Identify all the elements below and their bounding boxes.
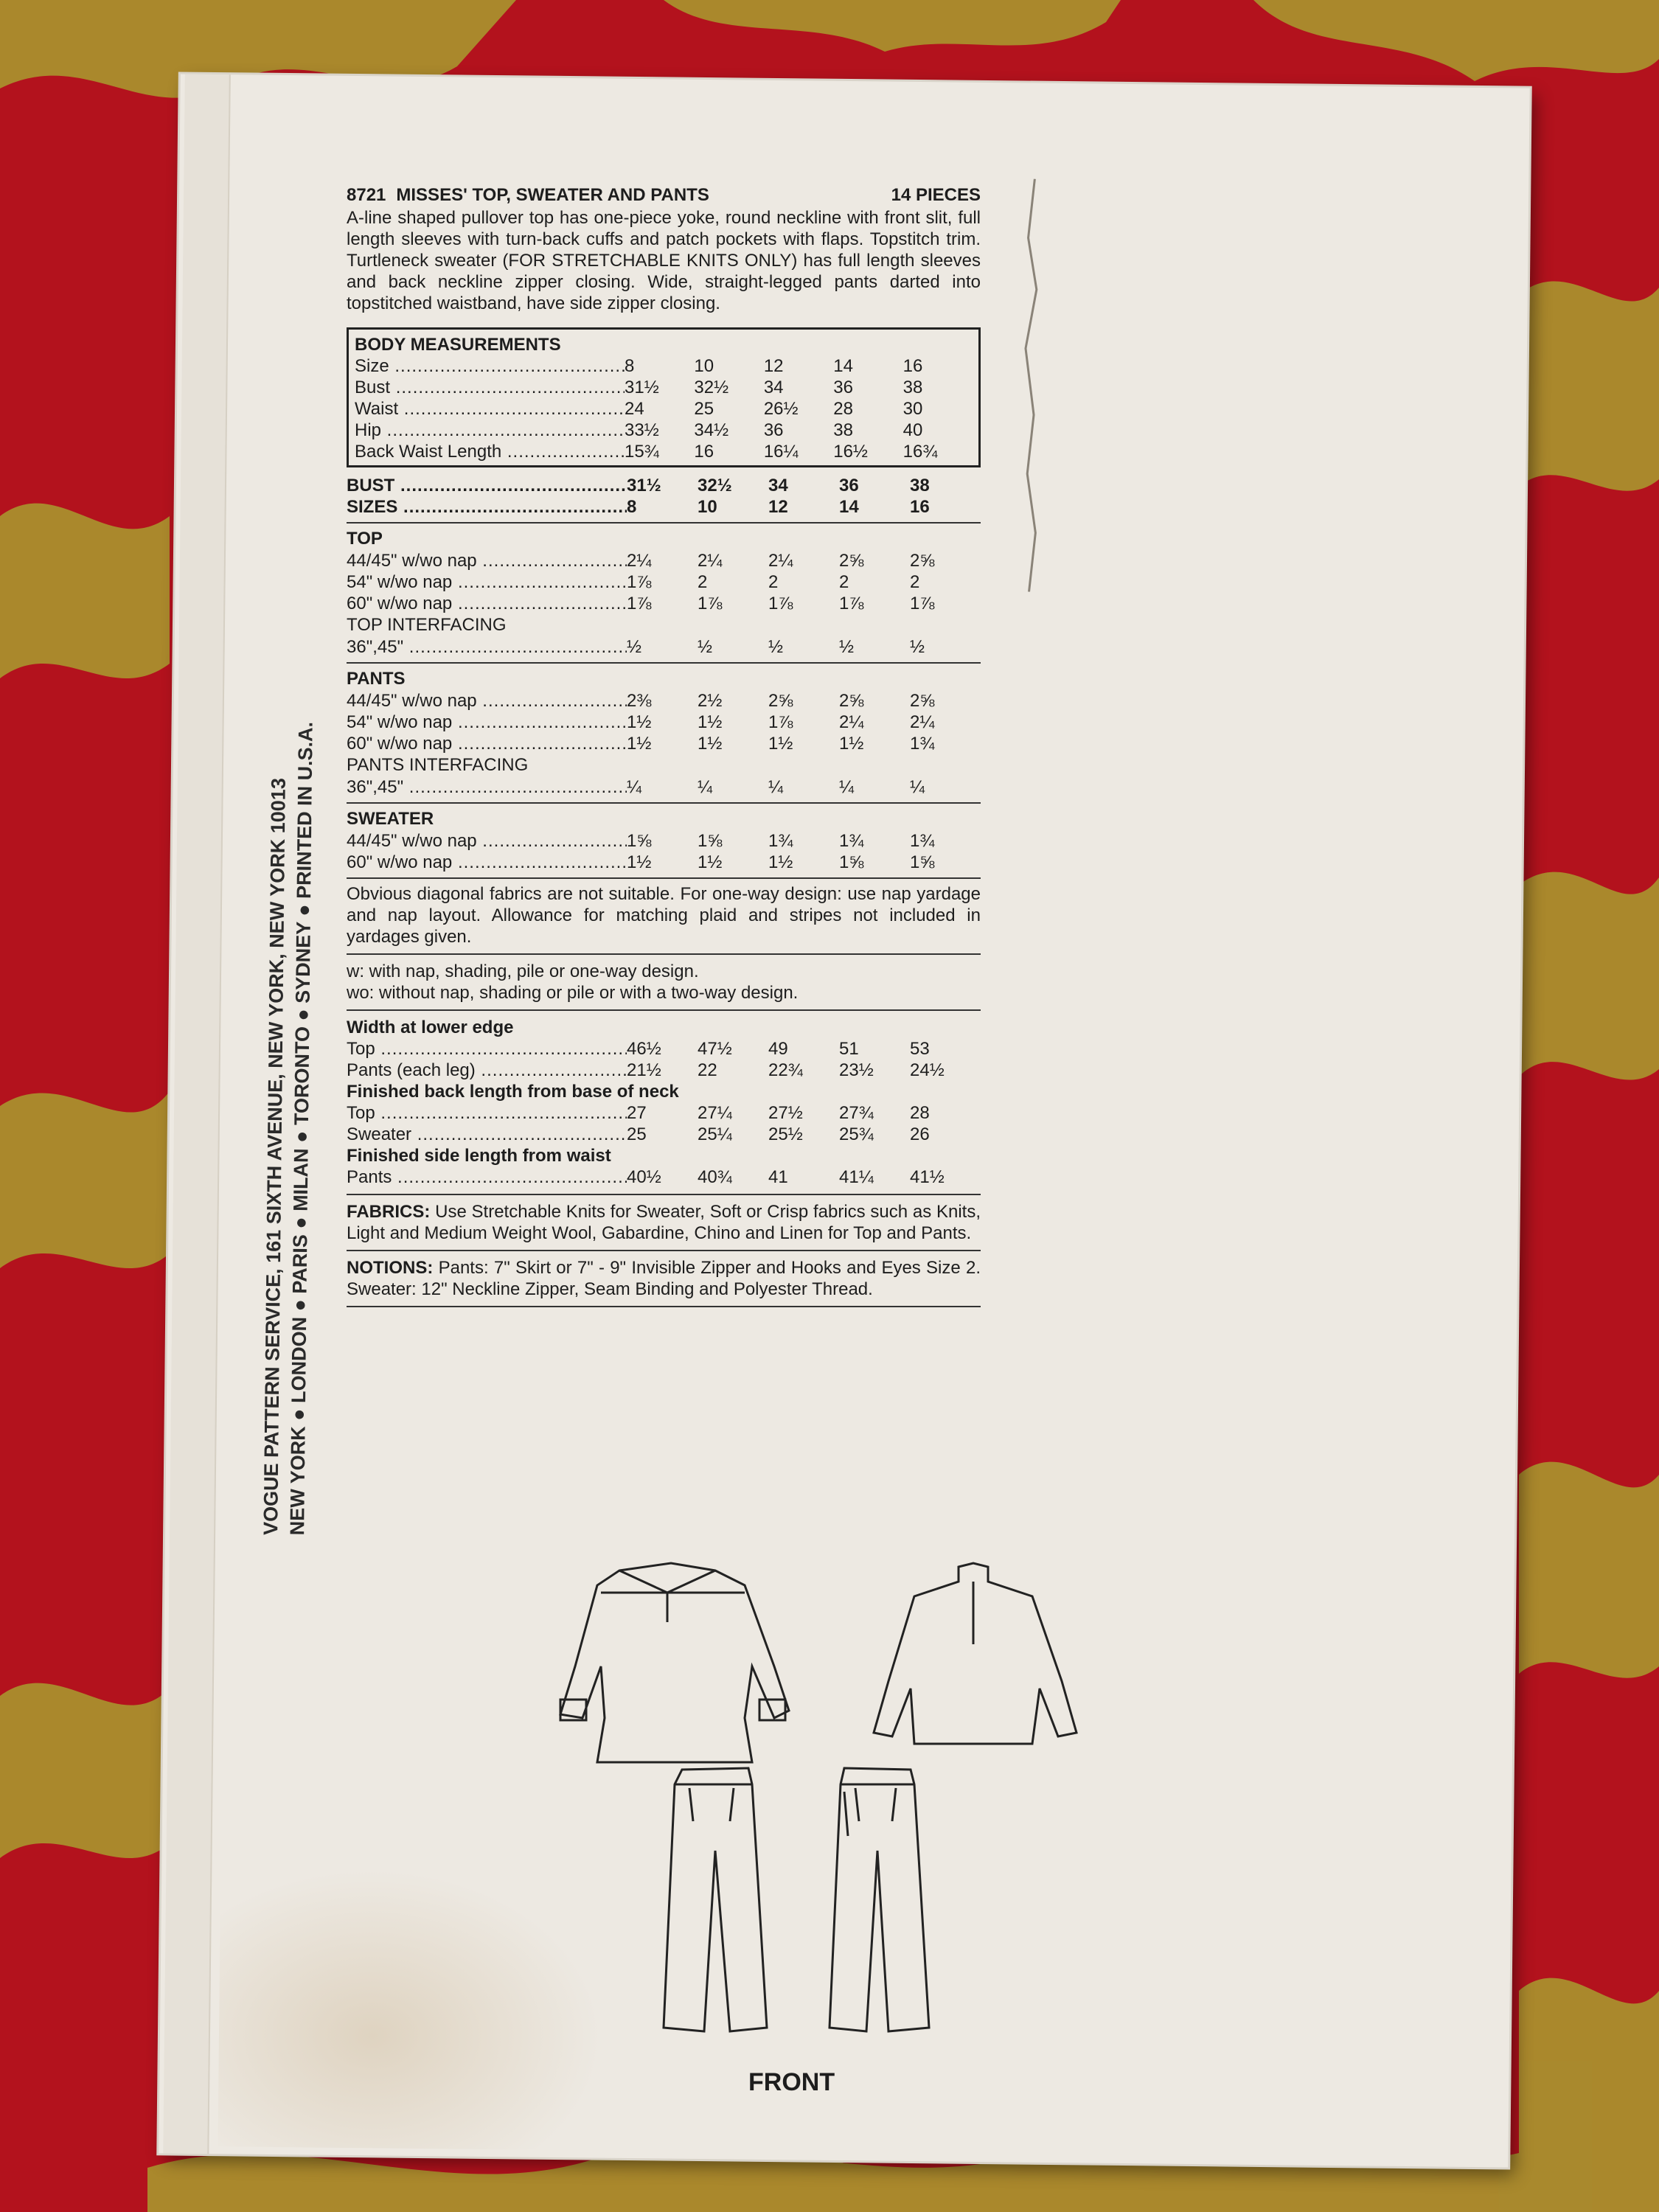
size-value: 2⅝ xyxy=(910,691,935,711)
width-lower-edge-rows xyxy=(347,1038,981,1081)
pants-interfacing-values xyxy=(627,776,981,798)
size-value: 1⅝ xyxy=(910,852,935,872)
body-measurements-rows xyxy=(355,355,973,462)
size-value: 1½ xyxy=(627,712,652,732)
value-row xyxy=(355,355,973,377)
size-value: 2 xyxy=(839,572,849,592)
size-value: 36 xyxy=(763,420,784,440)
bust-label: BUST ..... xyxy=(347,475,627,496)
row-label: 44/45" w/wo nap ..... xyxy=(347,690,627,712)
value-row xyxy=(347,1060,981,1081)
pants-rows xyxy=(347,690,981,754)
row-values xyxy=(625,420,973,441)
size-value: 49 xyxy=(768,1039,788,1059)
top-interfacing-title: TOP INTERFACING xyxy=(347,615,507,635)
size-value: 1½ xyxy=(698,712,723,732)
size-value: 1½ xyxy=(768,852,793,872)
size-value: 53 xyxy=(910,1039,930,1059)
value-row xyxy=(347,733,981,754)
row-values xyxy=(625,377,973,398)
width-lower-edge-title: Width at lower edge xyxy=(347,1018,514,1037)
size-value: ¼ xyxy=(768,777,784,797)
row-values xyxy=(627,1102,981,1124)
value-row xyxy=(347,593,981,614)
size-value: 1⅞ xyxy=(839,594,864,613)
sweater-back-drawing xyxy=(874,1563,1077,1744)
size-value: 40 xyxy=(902,420,923,440)
size-value: 1½ xyxy=(698,852,723,872)
size-value: 12 xyxy=(763,356,784,376)
row-values xyxy=(627,690,981,712)
size-value: 36 xyxy=(839,476,859,495)
size-value: 14 xyxy=(833,356,853,376)
size-value: ¼ xyxy=(698,777,713,797)
size-value: 1⅝ xyxy=(839,852,864,872)
row-label: Back Waist Length ..... xyxy=(355,441,625,462)
size-value: ½ xyxy=(910,637,925,657)
bust-row xyxy=(347,475,981,496)
size-value: 22 xyxy=(698,1060,717,1080)
row-label: 54" w/wo nap ..... xyxy=(347,571,627,593)
size-value: 25 xyxy=(694,399,714,419)
size-value: 40½ xyxy=(627,1167,661,1187)
size-value: 26½ xyxy=(763,399,799,419)
row-label: 44/45" w/wo nap ..... xyxy=(347,550,627,571)
bust-sizes-block xyxy=(347,475,981,518)
size-value: 41¼ xyxy=(839,1167,874,1187)
size-value: 27¼ xyxy=(698,1103,732,1123)
pants-interfacing-title: PANTS INTERFACING xyxy=(347,755,529,775)
pants-interfacing-label: 36",45" ..... xyxy=(347,776,627,798)
fabrics-info xyxy=(347,1201,981,1244)
size-value: 2¼ xyxy=(627,551,652,571)
pants-front-drawing xyxy=(664,1768,767,2031)
top-title: TOP xyxy=(347,529,383,549)
divider xyxy=(347,877,981,879)
size-value: 25¾ xyxy=(839,1124,874,1144)
size-value: ½ xyxy=(839,637,855,657)
top-rows xyxy=(347,550,981,614)
nap-legend-wo: wo: without nap, shading or pile or with a two-way design. xyxy=(347,983,799,1003)
pattern-info xyxy=(347,184,981,1313)
size-value: 24½ xyxy=(910,1060,945,1080)
value-row xyxy=(347,830,981,852)
value-row xyxy=(347,1038,981,1060)
size-value: 1⅝ xyxy=(698,831,723,851)
pattern-header xyxy=(347,184,981,206)
pattern-description: A-line shaped pullover top has one-piece yoke, round neckline with front slit, full length sleeves with turn-back cuffs and patch pockets with flaps. Topstitch trim. Turtleneck sweater (FOR STRETCHABLE KNITS ONLY) has full length sleeves and back neckline zipper closing. Wide, straight-legged pants darted into topstitched waistband, have side zipper closing. xyxy=(347,208,981,313)
size-value: 23½ xyxy=(839,1060,874,1080)
top-section xyxy=(347,528,981,658)
row-values xyxy=(627,550,981,571)
value-row xyxy=(347,1102,981,1124)
size-value: 16 xyxy=(694,442,714,462)
size-value: 1¾ xyxy=(768,831,793,851)
row-label: Size ..... xyxy=(355,355,625,377)
row-values xyxy=(625,441,973,462)
divider xyxy=(347,1250,981,1251)
back-length-title: Finished back length from base of neck xyxy=(347,1082,679,1102)
size-value: 8 xyxy=(627,497,637,517)
row-label: Waist ..... xyxy=(355,398,625,420)
size-value: 2½ xyxy=(698,691,723,711)
row-label: Top ..... xyxy=(347,1102,627,1124)
row-label: Pants (each leg) ..... xyxy=(347,1060,627,1081)
value-row xyxy=(347,550,981,571)
row-label: 60" w/wo nap ..... xyxy=(347,852,627,873)
sizes-row xyxy=(347,496,981,518)
row-values xyxy=(627,852,981,873)
size-value: 2⅝ xyxy=(768,691,793,711)
size-value: 1⅞ xyxy=(698,594,723,613)
value-row xyxy=(347,712,981,733)
size-value: 1¾ xyxy=(839,831,864,851)
size-value: 47½ xyxy=(698,1039,732,1059)
row-label: Top ..... xyxy=(347,1038,627,1060)
size-value: 1⅞ xyxy=(627,594,652,613)
back-length-rows xyxy=(347,1102,981,1145)
size-value: 10 xyxy=(694,356,714,376)
size-value: ½ xyxy=(698,637,713,657)
row-values xyxy=(627,593,981,614)
size-value: ¼ xyxy=(627,777,642,797)
size-value: 28 xyxy=(910,1103,930,1123)
row-label: 60" w/wo nap ..... xyxy=(347,733,627,754)
top-interfacing-row xyxy=(347,636,981,658)
pattern-pieces: 14 PIECES xyxy=(891,185,981,205)
size-value: 2⅝ xyxy=(839,551,864,571)
value-row xyxy=(355,398,973,420)
size-value: 24 xyxy=(625,399,644,419)
size-value: 10 xyxy=(698,497,717,517)
size-value: 31½ xyxy=(627,476,661,495)
row-label: Bust ..... xyxy=(355,377,625,398)
size-value: 27 xyxy=(627,1103,647,1123)
fabric-note: Obvious diagonal fabrics are not suitable. For one-way design: use nap yardage and nap layout. Allowance for matching plaid and stripes not included in yardages given. xyxy=(347,884,981,947)
size-value: 38 xyxy=(910,476,930,495)
size-value: 1½ xyxy=(698,734,723,754)
paper-tear xyxy=(1016,178,1050,591)
size-value: 40¾ xyxy=(698,1167,732,1187)
sizes-values xyxy=(627,496,981,518)
size-value: 16¼ xyxy=(763,442,799,462)
row-values xyxy=(627,1124,981,1145)
value-row xyxy=(355,420,973,441)
divider xyxy=(347,662,981,664)
row-values xyxy=(627,733,981,754)
row-values xyxy=(627,1060,981,1081)
size-value: 8 xyxy=(625,356,635,376)
size-value: 26 xyxy=(910,1124,930,1144)
size-value: 2¼ xyxy=(768,551,793,571)
row-values xyxy=(627,830,981,852)
size-value: 21½ xyxy=(627,1060,661,1080)
size-value: 2⅝ xyxy=(910,551,935,571)
value-row xyxy=(355,377,973,398)
value-row xyxy=(347,1166,981,1188)
size-value: 2⅝ xyxy=(839,691,864,711)
size-value: 41 xyxy=(768,1167,788,1187)
size-value: 31½ xyxy=(625,378,659,397)
value-row xyxy=(347,571,981,593)
size-value: ½ xyxy=(768,637,784,657)
row-values xyxy=(625,398,973,420)
notions-info xyxy=(347,1257,981,1300)
publisher-address-line2: NEW YORK ● LONDON ● PARIS ● MILAN ● TORONTO ● SYDNEY ● PRINTED IN U.S.A. xyxy=(286,721,317,1536)
divider xyxy=(347,1306,981,1307)
pants-interfacing-row xyxy=(347,776,981,798)
publisher-address-line1: VOGUE PATTERN SERVICE, 161 SIXTH AVENUE, NEW YORK, NEW YORK 10013 xyxy=(260,778,290,1536)
top-interfacing-label: 36",45" ..... xyxy=(347,636,627,658)
body-measurements-box xyxy=(347,327,981,467)
size-value: 1¾ xyxy=(910,734,935,754)
size-value: 2 xyxy=(910,572,920,592)
sweater-rows xyxy=(347,830,981,873)
side-length-rows xyxy=(347,1166,981,1188)
front-label: FRONT xyxy=(748,2068,835,2096)
size-value: 1⅞ xyxy=(768,594,793,613)
size-value: 1½ xyxy=(839,734,864,754)
size-value: 14 xyxy=(839,497,859,517)
divider xyxy=(347,953,981,955)
size-value: 22¾ xyxy=(768,1060,803,1080)
pants-section xyxy=(347,668,981,798)
divider xyxy=(347,802,981,804)
size-value: 1¾ xyxy=(910,831,935,851)
size-value: 34½ xyxy=(694,420,729,440)
publisher-address xyxy=(257,134,325,1536)
row-values xyxy=(627,712,981,733)
value-row xyxy=(347,1124,981,1145)
size-value: 38 xyxy=(902,378,923,397)
value-row xyxy=(355,441,973,462)
body-measurements-title: BODY MEASUREMENTS xyxy=(355,335,561,355)
divider xyxy=(347,1194,981,1195)
size-value: 46½ xyxy=(627,1039,661,1059)
sweater-title: SWEATER xyxy=(347,809,434,829)
size-value: 36 xyxy=(833,378,853,397)
size-value: 28 xyxy=(833,399,853,419)
nap-legend-w: w: with nap, shading, pile or one-way design. xyxy=(347,961,699,981)
row-values xyxy=(627,1038,981,1060)
size-value: 16 xyxy=(902,356,923,376)
size-value: 1½ xyxy=(768,734,793,754)
size-value: 1⅞ xyxy=(627,572,652,592)
size-value: 25 xyxy=(627,1124,647,1144)
value-row xyxy=(347,690,981,712)
size-value: 1½ xyxy=(627,734,652,754)
fabrics-label: FABRICS: xyxy=(347,1202,431,1222)
size-value: 32½ xyxy=(694,378,729,397)
row-label: 60" w/wo nap ..... xyxy=(347,593,627,614)
size-value: 1½ xyxy=(627,852,652,872)
size-value: ½ xyxy=(627,637,642,657)
size-value: 2¼ xyxy=(839,712,864,732)
divider xyxy=(347,1009,981,1011)
size-value: 41½ xyxy=(910,1167,945,1187)
size-value: 32½ xyxy=(698,476,732,495)
side-length-title: Finished side length from waist xyxy=(347,1146,611,1166)
size-value: 2 xyxy=(698,572,708,592)
row-label: Sweater ..... xyxy=(347,1124,627,1145)
top-interfacing-values xyxy=(627,636,981,658)
row-values xyxy=(627,571,981,593)
notions-label: NOTIONS: xyxy=(347,1258,434,1278)
sweater-section xyxy=(347,808,981,873)
bust-values xyxy=(627,475,981,496)
size-value: 51 xyxy=(839,1039,859,1059)
size-value: 30 xyxy=(902,399,923,419)
size-value: 27¾ xyxy=(839,1103,874,1123)
row-values xyxy=(627,1166,981,1188)
size-value: 16 xyxy=(910,497,930,517)
garment-illustrations xyxy=(531,1556,1194,2072)
sizes-label: SIZES ..... xyxy=(347,496,627,518)
row-label: Hip ..... xyxy=(355,420,625,441)
pattern-title: MISSES' TOP, SWEATER AND PANTS xyxy=(396,185,709,205)
size-value: ¼ xyxy=(910,777,925,797)
value-row xyxy=(347,852,981,873)
pattern-number: 8721 xyxy=(347,185,386,205)
size-value: 38 xyxy=(833,420,853,440)
size-value: 15¾ xyxy=(625,442,659,462)
size-value: 27½ xyxy=(768,1103,803,1123)
row-values xyxy=(625,355,973,377)
size-value: 12 xyxy=(768,497,788,517)
fabrics-text: Use Stretchable Knits for Sweater, Soft or Crisp fabrics such as Knits, Light and Medium Weight Wool, Gabardine, Chino and Linen for Top and Pants. xyxy=(347,1202,981,1243)
size-value: ¼ xyxy=(839,777,855,797)
top-front-drawing xyxy=(560,1563,789,1762)
size-value: 2 xyxy=(768,572,779,592)
row-label: Pants ..... xyxy=(347,1166,627,1188)
row-label: 44/45" w/wo nap ..... xyxy=(347,830,627,852)
size-value: 25½ xyxy=(768,1124,803,1144)
row-label: 54" w/wo nap ..... xyxy=(347,712,627,733)
size-value: 1⅝ xyxy=(627,831,652,851)
size-value: 1⅞ xyxy=(768,712,793,732)
size-value: 34 xyxy=(763,378,784,397)
divider xyxy=(347,522,981,524)
size-value: 34 xyxy=(768,476,788,495)
size-value: 2¼ xyxy=(698,551,723,571)
size-value: 2⅜ xyxy=(627,691,652,711)
size-value: 16¾ xyxy=(902,442,938,462)
size-value: 33½ xyxy=(625,420,659,440)
pants-back-drawing xyxy=(830,1768,929,2031)
pants-title: PANTS xyxy=(347,669,406,689)
size-value: 2¼ xyxy=(910,712,935,732)
size-value: 1⅞ xyxy=(910,594,935,613)
size-value: 16½ xyxy=(833,442,868,462)
notions-text: Pants: 7" Skirt or 7" - 9" Invisible Zipper and Hooks and Eyes Size 2. Sweater: 12" Neckline Zipper, Seam Binding and Polyester Thread. xyxy=(347,1258,981,1299)
size-value: 25¼ xyxy=(698,1124,732,1144)
